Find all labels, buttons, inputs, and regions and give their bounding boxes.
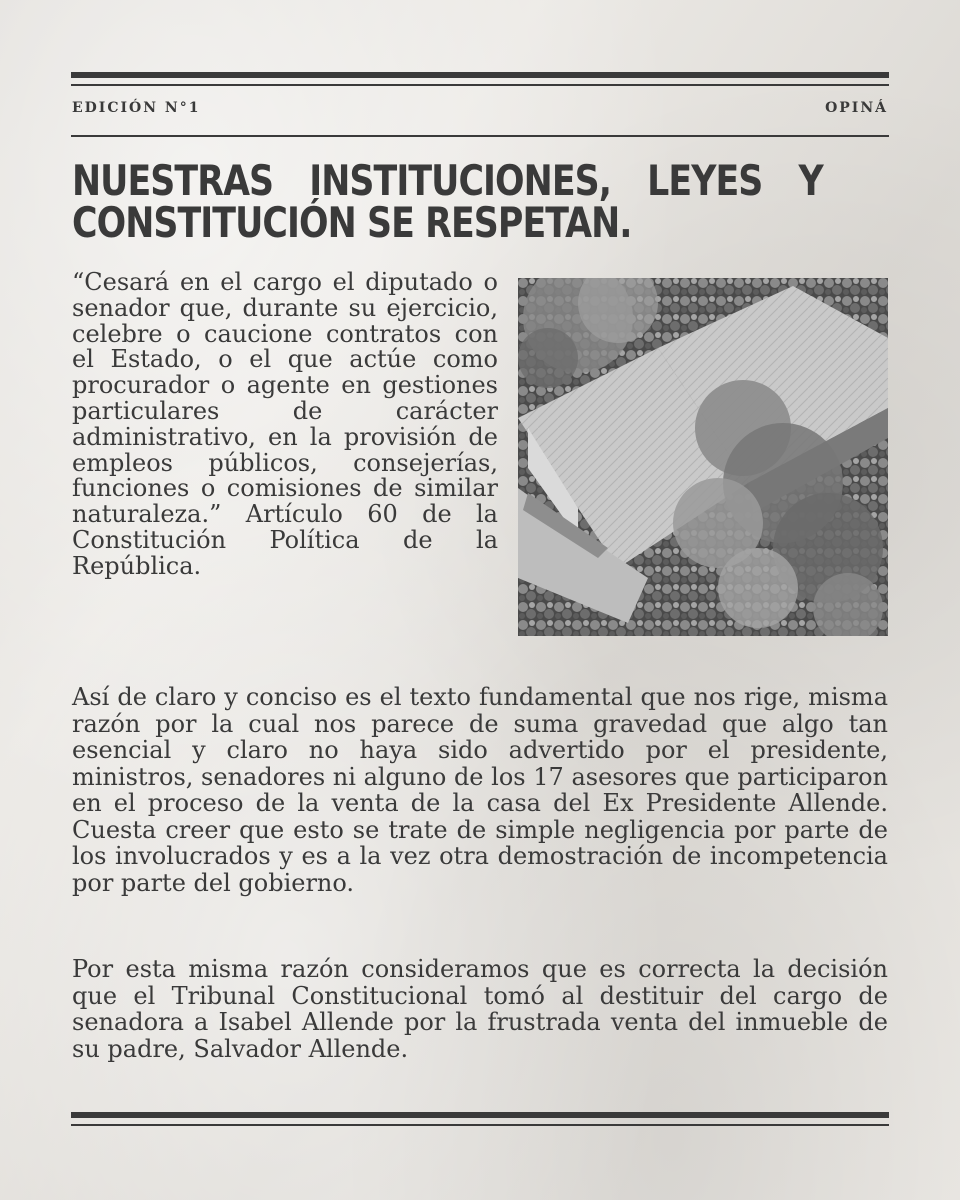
section-label: OPINÁ [825, 100, 888, 116]
bottom-thin-rule [71, 1124, 889, 1126]
top-thin-rule [71, 84, 889, 86]
quote-source: Artículo 60 de la Constitución Política de la República. [72, 500, 498, 580]
body-paragraph-2: Por esta misma razón consideramos que es correcta la decisión que el Tribunal Constitucional tomó al destituir del cargo de senadora a Isabel Allende por la frustrada venta del inmueble de su padre, Salvador Allende. [72, 955, 888, 1063]
headline: NUESTRAS INSTITUCIONES, LEYES Y CONSTITUCIÓN SE RESPETAN. [72, 156, 823, 247]
aerial-house-illustration [518, 278, 888, 636]
header-divider [71, 135, 889, 137]
edition-label: EDICIÓN N°1 [72, 100, 201, 116]
body-paragraph-1: Así de claro y conciso es el texto fundamental que nos rige, misma razón por la cual nos parece de suma gravedad que algo tan esencial y claro no haya sido advertido por el presidente, ministros, senadores ni alguno de los 17 asesores que participaron en el proceso de la venta de la casa del Ex Presidente Allende. Cuesta creer que esto se trate de simple negligencia por parte de los involucrados y es a la vez otra demostración de incompetencia por parte del gobierno. [72, 683, 888, 897]
constitution-quote [72, 270, 498, 580]
quote-text: “Cesará en el cargo el diputado o senador que, durante su ejercicio, celebre o caucione contratos con el Estado, o el que actúe como procurador o agente en gestiones particulares de carácter administrativo, en la provisión de empleos públicos, consejerías, funciones o comisiones de similar naturaleza.” [72, 268, 498, 529]
top-thick-rule [71, 72, 889, 78]
bottom-thick-rule [71, 1112, 889, 1118]
aerial-house-photo [518, 278, 888, 636]
